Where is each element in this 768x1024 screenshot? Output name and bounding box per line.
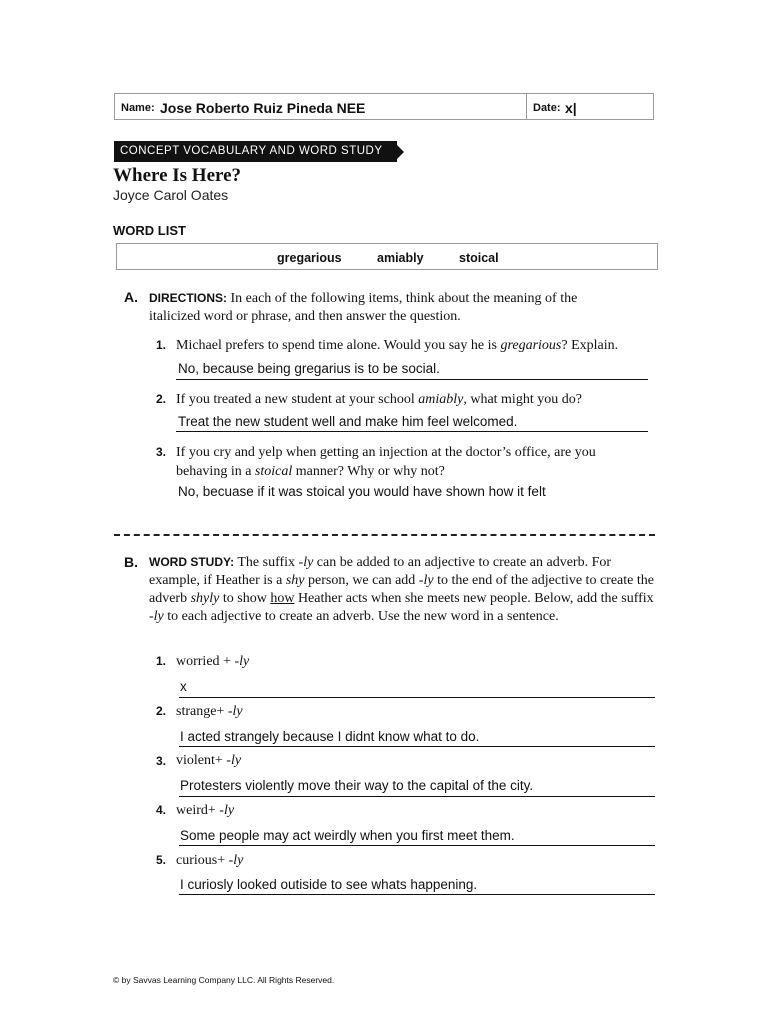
adjective: strange+: [176, 704, 228, 719]
answer-line: [179, 894, 655, 895]
question-part: If you treated a new student at your school: [176, 392, 419, 407]
answer-text[interactable]: Some people may act weirdly when you first meet them.: [180, 828, 515, 843]
directions-underlined: how: [270, 591, 295, 606]
question-part: Michael prefers to spend time alone. Would you say he is: [176, 338, 501, 353]
adjective: curious+: [176, 853, 229, 868]
name-date-box: [114, 93, 654, 120]
section-a-letter: A.: [124, 289, 138, 305]
adjective: weird+: [176, 803, 220, 818]
cut-line-divider: [114, 534, 655, 536]
question-term: stoical: [254, 464, 293, 479]
answer-line: [179, 697, 655, 698]
directions-term: -ly: [418, 573, 434, 588]
copyright-footer: © by Savvas Learning Company LLC. All Rights Reserved.: [113, 975, 335, 985]
author: Joyce Carol Oates: [113, 187, 229, 203]
adjective: worried +: [176, 654, 235, 669]
directions-text: The suffix: [234, 555, 299, 570]
word-list-box: [116, 243, 658, 270]
answer-line: [179, 796, 655, 797]
adjective-prompt: [176, 851, 243, 870]
question-part: ? Explain.: [561, 338, 619, 353]
question-part: , what might you do?: [463, 392, 582, 407]
word-list-item: stoical: [459, 251, 499, 265]
name-field[interactable]: Jose Roberto Ruiz Pineda NEE: [160, 100, 366, 116]
name-label: Name:: [121, 102, 155, 114]
directions-text: Heather acts when she meets new people. Below, add the suffix: [294, 591, 654, 606]
suffix: -ly: [234, 654, 250, 669]
answer-line: [176, 379, 648, 380]
adjective-prompt: [176, 652, 249, 671]
answer-text[interactable]: Protesters violently move their way to the capital of the city.: [180, 778, 534, 793]
section-b-directions: [149, 553, 659, 626]
section-a-directions: [149, 289, 619, 326]
directions-term: shy: [285, 573, 305, 588]
question-text: [176, 443, 646, 481]
directions-text: can be added to an adjective to create an adverb. For example, if Heather is a: [149, 555, 612, 588]
directions-text: to the end of the adjective to create the adverb: [149, 573, 654, 606]
item-number: 1.: [156, 654, 167, 668]
question-part: If you cry and yelp when getting an injection at the doctor’s office, are you behaving in a: [176, 445, 596, 479]
directions-label: DIRECTIONS:: [149, 291, 227, 305]
directions-text: person, we can add: [304, 573, 419, 588]
answer-text[interactable]: I curiosly looked outiside to see whats happening.: [180, 877, 478, 892]
suffix: -ly: [226, 753, 242, 768]
date-label: Date:: [533, 102, 561, 114]
adjective-prompt: [176, 751, 241, 770]
item-number: 4.: [156, 803, 167, 817]
question-term: gregarious: [500, 338, 562, 353]
date-divider: [526, 94, 527, 119]
answer-text[interactable]: I acted strangely because I didnt know what to do.: [180, 729, 480, 744]
date-field[interactable]: x|: [565, 100, 577, 116]
directions-term: -ly: [298, 555, 314, 570]
adjective-prompt: [176, 702, 243, 721]
item-number: 5.: [156, 853, 167, 867]
page-title: Where Is Here?: [113, 165, 242, 186]
item-number: 3.: [156, 754, 167, 768]
item-number: 2.: [156, 704, 167, 718]
answer-text[interactable]: x: [180, 679, 187, 694]
word-list-label: WORD LIST: [113, 223, 186, 238]
question-text: [176, 390, 666, 409]
answer-line: [179, 845, 655, 846]
directions-term: -ly: [149, 609, 164, 624]
item-number: 3.: [156, 445, 167, 459]
question-text: [176, 336, 666, 355]
question-term: amiably: [418, 392, 464, 407]
suffix: -ly: [228, 853, 244, 868]
section-b-letter: B.: [124, 554, 138, 570]
word-list-item: amiably: [377, 251, 424, 265]
directions-text: to show: [219, 591, 271, 606]
question-part: manner? Why or why not?: [292, 464, 445, 479]
answer-text[interactable]: No, becuase if it was stoical you would have shown how it felt: [178, 484, 546, 499]
directions-text: In each of the following items, think about the meaning of the italicized word or phrase, and then answer the question.: [149, 291, 578, 324]
adjective-prompt: [176, 801, 234, 820]
suffix: -ly: [227, 704, 243, 719]
adjective: violent+: [176, 753, 227, 768]
section-banner: CONCEPT VOCABULARY AND WORD STUDY: [114, 141, 397, 162]
directions-text: to each adjective to create an adverb. Use the new word in a sentence.: [163, 609, 559, 624]
answer-line: [176, 431, 648, 432]
word-study-label: WORD STUDY:: [149, 555, 235, 569]
item-number: 1.: [156, 338, 167, 352]
word-list-item: gregarious: [277, 251, 342, 265]
directions-term: shyly: [190, 591, 220, 606]
answer-text[interactable]: Treat the new student well and make him feel welcomed.: [178, 414, 518, 429]
answer-line: [179, 746, 655, 747]
answer-text[interactable]: No, because being gregarius is to be social.: [178, 361, 440, 376]
suffix: -ly: [219, 803, 235, 818]
item-number: 2.: [156, 392, 167, 406]
